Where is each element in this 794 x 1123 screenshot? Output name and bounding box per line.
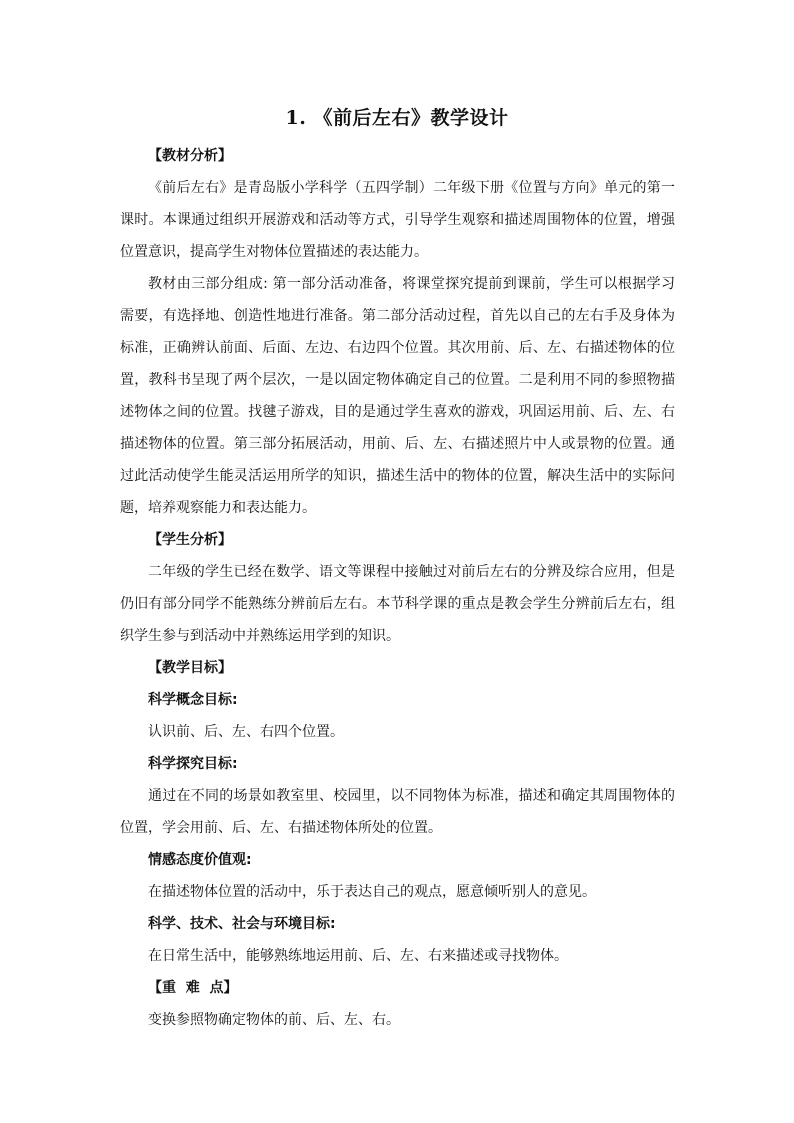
- attitude-goal-text: 在描述物体位置的活动中，乐于表达自己的观点，愿意倾听别人的意见。: [148, 884, 596, 900]
- section-heading-goals: 【教学目标】: [148, 660, 232, 676]
- material-paragraph-1: 《前后左右》是青岛版小学科学（五四学制）二年级下册《位置与方向》单元的第一课时。本课通过组织开展游戏和活动等方式，引导学生观察和描述周围物体的位置，增强位置意识，提高学生对物体位置描述的表达能力。: [120, 180, 675, 260]
- section-heading-students: 【学生分析】: [148, 532, 232, 548]
- page-title: 1. 《前后左右》教学设计: [285, 107, 509, 129]
- document-body: [120, 140, 675, 1036]
- concept-goal-text: 认识前、后、左、右四个位置。: [148, 724, 344, 740]
- section-heading-material: 【教材分析】: [148, 148, 232, 164]
- keypoints-text: 变换参照物确定物体的前、后、左、右。: [148, 1012, 400, 1028]
- inquiry-goal-label: 科学探究目标:: [148, 756, 238, 772]
- sts-goal-label: 科学、技术、社会与环境目标:: [148, 916, 336, 932]
- students-paragraph: 二年级的学生已经在数学、语文等课程中接触过对前后左右的分辨及综合应用，但是仍旧有部分同学不能熟练分辨前后左右。本节科学课的重点是教会学生分辨前后左右，组织学生参与到活动中并熟练运用学到的知识。: [120, 564, 675, 644]
- inquiry-goal-text: 通过在不同的场景如教室里、校园里，以不同物体为标准，描述和确定其周围物体的位置，学会用前、后、左、右描述物体所处的位置。: [120, 788, 675, 836]
- concept-goal-label: 科学概念目标:: [148, 692, 238, 708]
- sts-goal-text: 在日常生活中，能够熟练地运用前、后、左、右来描述或寻找物体。: [148, 948, 568, 964]
- attitude-goal-label: 情感态度价值观:: [148, 852, 252, 868]
- material-paragraph-2: 教材由三部分组成: 第一部分活动准备，将课堂探究提前到课前，学生可以根据学习需要，有选择地、创造性地进行准备。第二部分活动过程，首先以自己的左右手及身体为标准，正确辨认前面、后面、左边、右边四个位置。其次用前、后、左、右描述物体的位置，教科书呈现了两个层次，一是以固定物体确定自己的位置。二是利用不同的参照物描述物体之间的位置。找毽子游戏，目的是通过学生喜欢的游戏，巩固运用前、后、左、右描述物体的位置。第三部分拓展活动，用前、后、左、右描述照片中人或景物的位置。通过此活动使学生能灵活运用所学的知识，描述生活中的物体的位置，解决生活中的实际问题，培养观察能力和表达能力。: [120, 276, 675, 516]
- section-heading-keypoints: 【重 难 点】: [148, 980, 238, 996]
